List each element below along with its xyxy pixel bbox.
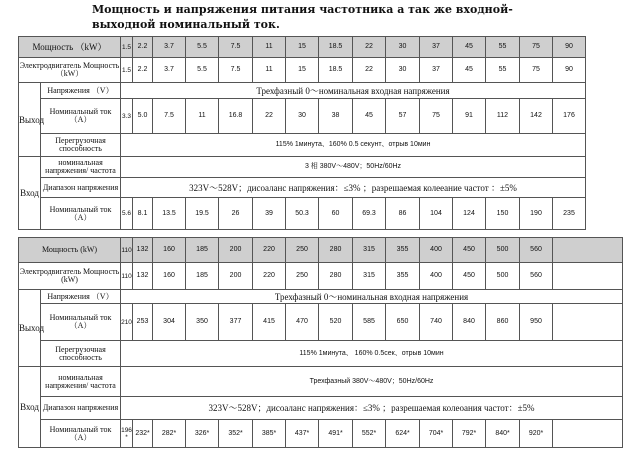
- output-voltage-value-2: Трехфазный 0～номинальная входная напряжения: [121, 290, 623, 304]
- motor-value: 90: [553, 58, 586, 83]
- rated-voltage-freq-label-2: номинальная напряжения/ частота: [41, 367, 121, 397]
- power-value: 22: [353, 37, 386, 58]
- motor-value: 45: [453, 58, 486, 83]
- motor-value: 30: [386, 58, 420, 83]
- input-current-row-2: [19, 420, 623, 448]
- power-value: 75: [520, 37, 553, 58]
- output-current-value-2: 253: [133, 304, 153, 341]
- motor-value-2: 280: [319, 263, 353, 290]
- input-current-value: 235: [553, 198, 586, 230]
- input-current-value: 190: [520, 198, 553, 230]
- motor-value-2: 450: [453, 263, 486, 290]
- input-section-label: Вход: [19, 157, 41, 230]
- input-current-value-2: 792*: [453, 420, 486, 448]
- motor-row: [19, 58, 623, 83]
- power-value-2: 132: [133, 238, 153, 263]
- output-current-value: 142: [520, 99, 553, 134]
- power-row-2: [19, 238, 623, 263]
- range-label-2: Диапазон напряжения: [41, 397, 121, 420]
- motor-value: 22: [353, 58, 386, 83]
- input-current-label: Номинальный ток（A）: [41, 198, 121, 230]
- output-current-value: 7.5: [153, 99, 186, 134]
- document-title: Мощность и напряжения питания частотника а так же входной-выходной номинальный ток.: [92, 3, 513, 31]
- output-voltage-row: [19, 83, 623, 99]
- input-current-value-2: 552*: [353, 420, 386, 448]
- power-value: 2.2: [133, 37, 153, 58]
- input-current-first-value: 5.6: [121, 198, 133, 230]
- motor-value: 5.5: [186, 58, 219, 83]
- motor-value-2: 500: [486, 263, 520, 290]
- output-section-label-2: Выход: [19, 290, 41, 367]
- output-current-label-2: Номинальный ток（A）: [41, 304, 121, 341]
- overload-value: 115% 1минута、160% 0.5 секунт、отрыв 10мин: [121, 134, 586, 157]
- input-current-value-2: 920*: [520, 420, 553, 448]
- input-section-label-2: Вход: [19, 367, 41, 448]
- input-current-value-2: 704*: [420, 420, 453, 448]
- motor-value: 3.7: [153, 58, 186, 83]
- motor-first-value-2: 110: [121, 263, 133, 290]
- motor-value: 7.5: [219, 58, 253, 83]
- motor-value-2: 160: [153, 263, 186, 290]
- power-value: 3.7: [153, 37, 186, 58]
- output-current-value-2: 585: [353, 304, 386, 341]
- input-current-value: 86: [386, 198, 420, 230]
- input-voltage-freq-row: [19, 157, 623, 178]
- empty-cell: [553, 263, 623, 290]
- power-table-1: [18, 36, 623, 230]
- power-value-2: 500: [486, 238, 520, 263]
- power-value-2: 315: [353, 238, 386, 263]
- power-value-2: 250: [286, 238, 319, 263]
- output-current-first-value-2: 210: [121, 304, 133, 341]
- output-voltage-label-2: Напряжения （V）: [41, 290, 121, 304]
- power-label-2: Мощность (kW): [19, 238, 121, 263]
- output-section-label: Выход: [19, 83, 41, 157]
- input-voltage-freq-value-2: Трехфазный 380V～480V；50Hz/60Hz: [121, 367, 623, 397]
- motor-value-2: 132: [133, 263, 153, 290]
- power-value: 55: [486, 37, 520, 58]
- output-voltage-row-2: [19, 290, 623, 304]
- output-current-value-2: 377: [219, 304, 253, 341]
- power-value: 5.5: [186, 37, 219, 58]
- input-current-label-2: Номинальный ток（A）: [41, 420, 121, 448]
- input-current-value-2: 385*: [253, 420, 286, 448]
- input-current-value: 26: [219, 198, 253, 230]
- power-value-2: 200: [219, 238, 253, 263]
- power-value-2: 185: [186, 238, 219, 263]
- rated-voltage-freq-label: номинальная напряжения/ частота: [41, 157, 121, 178]
- motor-label: Электродвигатель Мощность（kW）: [19, 58, 121, 83]
- empty-cell: [553, 238, 623, 263]
- input-current-value: 60: [319, 198, 353, 230]
- output-current-value-2: 650: [386, 304, 420, 341]
- input-range-value-2: 323V～528V；дисоаланс напряжения：≤3% ；разрешаемая колеоания частот：±5%: [121, 397, 623, 420]
- input-current-first-value-2: 196*: [121, 420, 133, 448]
- output-current-row: [19, 99, 623, 134]
- output-current-value-2: 470: [286, 304, 319, 341]
- output-current-value: 57: [386, 99, 420, 134]
- output-current-first-value: 3.3: [121, 99, 133, 134]
- motor-value-2: 200: [219, 263, 253, 290]
- output-current-value-2: 840: [453, 304, 486, 341]
- motor-value-2: 250: [286, 263, 319, 290]
- power-value-2: 560: [520, 238, 553, 263]
- input-voltage-freq-value: 3 相 380V～480V；50Hz/60Hz: [121, 157, 586, 178]
- range-label: Диапазон напряжения: [41, 178, 121, 198]
- overload-label: Перегрузочная способность: [41, 134, 121, 157]
- power-value: 30: [386, 37, 420, 58]
- input-current-value-2: 437*: [286, 420, 319, 448]
- output-current-value-2: 304: [153, 304, 186, 341]
- input-current-value: 8.1: [133, 198, 153, 230]
- power-value: 37: [420, 37, 453, 58]
- motor-value-2: 560: [520, 263, 553, 290]
- input-current-value-2: 491*: [319, 420, 353, 448]
- output-current-value-2: 520: [319, 304, 353, 341]
- output-current-value-2: 740: [420, 304, 453, 341]
- input-voltage-freq-row-2: [19, 367, 623, 397]
- power-table-2: [18, 237, 623, 448]
- output-overload-row: [19, 134, 623, 157]
- input-current-value: 19.5: [186, 198, 219, 230]
- power-value-2: 355: [386, 238, 420, 263]
- power-value-2: 160: [153, 238, 186, 263]
- input-current-value: 39: [253, 198, 286, 230]
- output-current-value: 91: [453, 99, 486, 134]
- input-current-value: 104: [420, 198, 453, 230]
- motor-value: 11: [253, 58, 286, 83]
- input-current-value: 69.3: [353, 198, 386, 230]
- input-current-value-2: 352*: [219, 420, 253, 448]
- overload-label-2: Перегрузочная способность: [41, 341, 121, 367]
- output-current-value: 22: [253, 99, 286, 134]
- input-range-value: 323V～528V；дисоаланс напряжения：≤3% ；разрешаемая колееание частот ：±5%: [121, 178, 586, 198]
- motor-value: 2.2: [133, 58, 153, 83]
- output-current-value: 30: [286, 99, 319, 134]
- output-current-value: 11: [186, 99, 219, 134]
- motor-value-2: 355: [386, 263, 420, 290]
- input-current-value: 13.5: [153, 198, 186, 230]
- power-value-2: 220: [253, 238, 286, 263]
- input-current-value-2: 326*: [186, 420, 219, 448]
- output-current-label: Номинальный ток（A）: [41, 99, 121, 134]
- output-overload-row-2: [19, 341, 623, 367]
- input-current-value: 50.3: [286, 198, 319, 230]
- output-current-value-2: 415: [253, 304, 286, 341]
- input-current-row: [19, 198, 623, 230]
- output-voltage-value: Трехфазный 0～номинальная входная напряжения: [121, 83, 586, 99]
- motor-first-value: 1.5: [121, 58, 133, 83]
- power-value: 11: [253, 37, 286, 58]
- input-current-value: 124: [453, 198, 486, 230]
- output-current-value-2: 950: [520, 304, 553, 341]
- output-current-value: 5.0: [133, 99, 153, 134]
- input-range-row-2: [19, 397, 623, 420]
- output-voltage-label: Напряжения （V）: [41, 83, 121, 99]
- power-value: 45: [453, 37, 486, 58]
- overload-value-2: 115% 1минута、 160% 0.5сек、отрыв 10мин: [121, 341, 623, 367]
- output-current-value-2: 860: [486, 304, 520, 341]
- input-current-value-2: 282*: [153, 420, 186, 448]
- power-label: Мощность （kW）: [19, 37, 121, 58]
- motor-row-2: [19, 263, 623, 290]
- motor-value-2: 220: [253, 263, 286, 290]
- power-value-2: 450: [453, 238, 486, 263]
- power-value: 18.5: [319, 37, 353, 58]
- motor-value-2: 185: [186, 263, 219, 290]
- motor-label-2: Электродвигатель Мощность (kW): [19, 263, 121, 290]
- input-current-value-2: 624*: [386, 420, 420, 448]
- power-value-2: 400: [420, 238, 453, 263]
- output-current-value: 16.8: [219, 99, 253, 134]
- motor-value: 37: [420, 58, 453, 83]
- motor-value: 55: [486, 58, 520, 83]
- input-current-value: 150: [486, 198, 520, 230]
- power-row: [19, 37, 623, 58]
- output-current-value: 112: [486, 99, 520, 134]
- output-current-value: 176: [553, 99, 586, 134]
- power-value: 7.5: [219, 37, 253, 58]
- motor-value: 18.5: [319, 58, 353, 83]
- input-current-value-2: 840*: [486, 420, 520, 448]
- power-value-2: 280: [319, 238, 353, 263]
- output-current-row-2: [19, 304, 623, 341]
- output-current-value: 75: [420, 99, 453, 134]
- power-first-value: 1.5: [121, 37, 133, 58]
- input-current-value-2: 232*: [133, 420, 153, 448]
- motor-value-2: 315: [353, 263, 386, 290]
- empty-cell: [553, 304, 623, 341]
- power-value: 15: [286, 37, 319, 58]
- power-first-value-2: 110: [121, 238, 133, 263]
- motor-value: 15: [286, 58, 319, 83]
- output-current-value: 45: [353, 99, 386, 134]
- power-value: 90: [553, 37, 586, 58]
- output-current-value-2: 350: [186, 304, 219, 341]
- empty-cell: [553, 420, 623, 448]
- motor-value-2: 400: [420, 263, 453, 290]
- motor-value: 75: [520, 58, 553, 83]
- output-current-value: 38: [319, 99, 353, 134]
- input-range-row: [19, 178, 623, 198]
